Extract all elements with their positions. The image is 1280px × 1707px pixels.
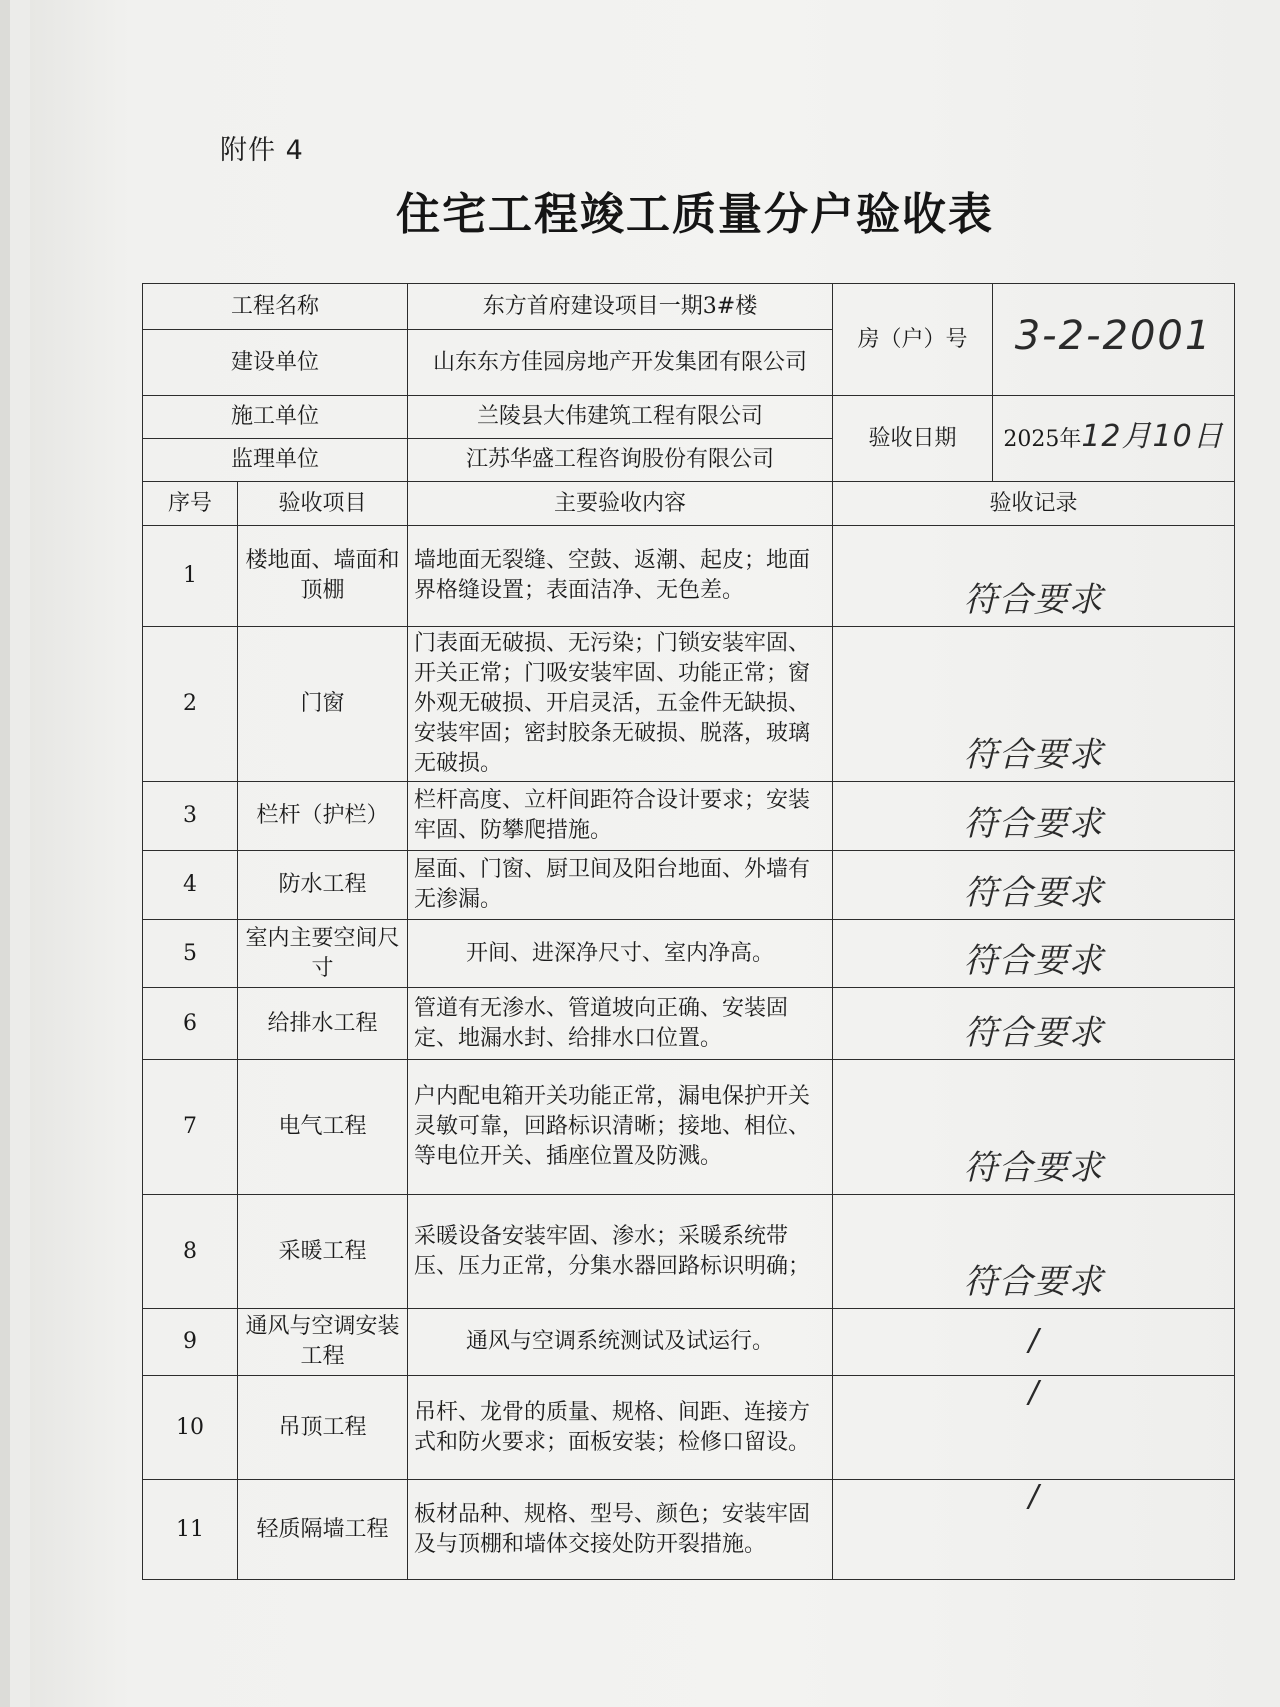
project-name-value: 东方首府建设项目一期3#楼 xyxy=(408,284,833,330)
row-content: 通风与空调系统测试及试运行。 xyxy=(408,1309,833,1376)
room-no-value xyxy=(993,284,1235,396)
room-no-handwriting: 3-2-2001 xyxy=(1014,313,1213,359)
row-item: 室内主要空间尺寸 xyxy=(238,920,408,988)
room-no-label: 房（户）号 xyxy=(833,284,993,396)
col-header-seq: 序号 xyxy=(143,482,238,526)
row-seq: 6 xyxy=(143,988,238,1060)
row-seq: 5 xyxy=(143,920,238,988)
row-item: 防水工程 xyxy=(238,851,408,920)
col-header-content: 主要验收内容 xyxy=(408,482,833,526)
row-item: 门窗 xyxy=(238,627,408,782)
row-content: 采暖设备安装牢固、渗水；采暖系统带压、压力正常，分集水器回路标识明确； xyxy=(408,1195,833,1309)
row-record xyxy=(833,1195,1235,1309)
row-record xyxy=(833,1480,1235,1580)
constructor-value: 兰陵县大伟建筑工程有限公司 xyxy=(408,396,833,439)
record-handwriting: 符合要求 xyxy=(963,580,1104,620)
row-record xyxy=(833,1309,1235,1376)
table-row xyxy=(143,988,1235,1060)
row-record xyxy=(833,1060,1235,1195)
col-header-record: 验收记录 xyxy=(833,482,1235,526)
supervisor-label: 监理单位 xyxy=(143,439,408,482)
table-row xyxy=(143,1195,1235,1309)
row-seq: 8 xyxy=(143,1195,238,1309)
row-seq: 10 xyxy=(143,1376,238,1480)
row-content: 开间、进深净尺寸、室内净高。 xyxy=(408,920,833,988)
row-seq: 2 xyxy=(143,627,238,782)
acceptance-table xyxy=(142,283,1235,1580)
row-item: 轻质隔墙工程 xyxy=(238,1480,408,1580)
row-item: 电气工程 xyxy=(238,1060,408,1195)
record-handwriting: 符合要求 xyxy=(963,735,1104,775)
row-item: 采暖工程 xyxy=(238,1195,408,1309)
document-page xyxy=(30,0,1280,1707)
row-record xyxy=(833,920,1235,988)
record-handwriting: 符合要求 xyxy=(963,1013,1104,1053)
date-year: 2025年 xyxy=(1003,427,1082,452)
row-content: 管道有无渗水、管道坡向正确、安装固定、地漏水封、给排水口位置。 xyxy=(408,988,833,1060)
row-record xyxy=(833,782,1235,851)
row-content: 门表面无破损、无污染；门锁安装牢固、开关正常；门吸安装牢固、功能正常；窗外观无破损、开启灵活，五金件无缺损、 安装牢固；密封胶条无破损、脱落，玻璃无破损。 xyxy=(408,627,833,782)
date-value xyxy=(993,396,1235,482)
row-content: 板材品种、规格、型号、颜色；安装牢固及与顶棚和墙体交接处防开裂措施。 xyxy=(408,1480,833,1580)
record-slash: / xyxy=(1028,1322,1039,1358)
table-row xyxy=(143,851,1235,920)
builder-value: 山东东方佳园房地产开发集团有限公司 xyxy=(408,330,833,396)
row-record xyxy=(833,1376,1235,1480)
record-slash: / xyxy=(1028,1479,1039,1514)
date-day: 10日 xyxy=(1152,419,1224,454)
row-item: 通风与空调安装工程 xyxy=(238,1309,408,1376)
row-content: 户内配电箱开关功能正常，漏电保护开关灵敏可靠，回路标识清晰；接地、相位、等电位开关、插座位置及防溅。 xyxy=(408,1060,833,1195)
record-handwriting: 符合要求 xyxy=(963,873,1104,913)
table-row xyxy=(143,526,1235,627)
project-name-label: 工程名称 xyxy=(143,284,408,330)
row-record xyxy=(833,851,1235,920)
record-slash: / xyxy=(1028,1375,1039,1410)
record-handwriting: 符合要求 xyxy=(963,1262,1104,1302)
row-content: 屋面、门窗、厨卫间及阳台地面、外墙有无渗漏。 xyxy=(408,851,833,920)
supervisor-value: 江苏华盛工程咨询股份有限公司 xyxy=(408,439,833,482)
row-seq: 4 xyxy=(143,851,238,920)
row-content: 栏杆高度、立杆间距符合设计要求；安装牢固、防攀爬措施。 xyxy=(408,782,833,851)
row-item: 给排水工程 xyxy=(238,988,408,1060)
row-seq: 9 xyxy=(143,1309,238,1376)
table-row xyxy=(143,1376,1235,1480)
row-seq: 1 xyxy=(143,526,238,627)
record-handwriting: 符合要求 xyxy=(963,804,1104,844)
table-row xyxy=(143,782,1235,851)
date-label: 验收日期 xyxy=(833,396,993,482)
table-row xyxy=(143,627,1235,782)
row-record xyxy=(833,526,1235,627)
paper-stack-edge-2 xyxy=(10,0,31,1707)
table-row xyxy=(143,920,1235,988)
col-header-item: 验收项目 xyxy=(238,482,408,526)
document-title: 住宅工程竣工质量分户验收表 xyxy=(396,189,994,240)
date-month: 12月 xyxy=(1081,419,1153,454)
row-record xyxy=(833,627,1235,782)
builder-label: 建设单位 xyxy=(143,330,408,396)
row-item: 吊顶工程 xyxy=(238,1376,408,1480)
row-seq: 3 xyxy=(143,782,238,851)
row-seq: 11 xyxy=(143,1480,238,1580)
row-record xyxy=(833,988,1235,1060)
constructor-label: 施工单位 xyxy=(143,396,408,439)
row-item: 楼地面、墙面和顶棚 xyxy=(238,526,408,627)
row-seq: 7 xyxy=(143,1060,238,1195)
record-handwriting: 符合要求 xyxy=(963,1148,1104,1188)
attachment-label: 附件 4 xyxy=(220,135,304,166)
row-content: 吊杆、龙骨的质量、规格、间距、连接方式和防火要求；面板安装；检修口留设。 xyxy=(408,1376,833,1480)
table-row xyxy=(143,1060,1235,1195)
row-content: 墙地面无裂缝、空鼓、返潮、起皮；地面界格缝设置；表面洁净、无色差。 xyxy=(408,526,833,627)
table-row xyxy=(143,1309,1235,1376)
record-handwriting: 符合要求 xyxy=(963,941,1104,981)
table-row xyxy=(143,1480,1235,1580)
row-item: 栏杆（护栏） xyxy=(238,782,408,851)
